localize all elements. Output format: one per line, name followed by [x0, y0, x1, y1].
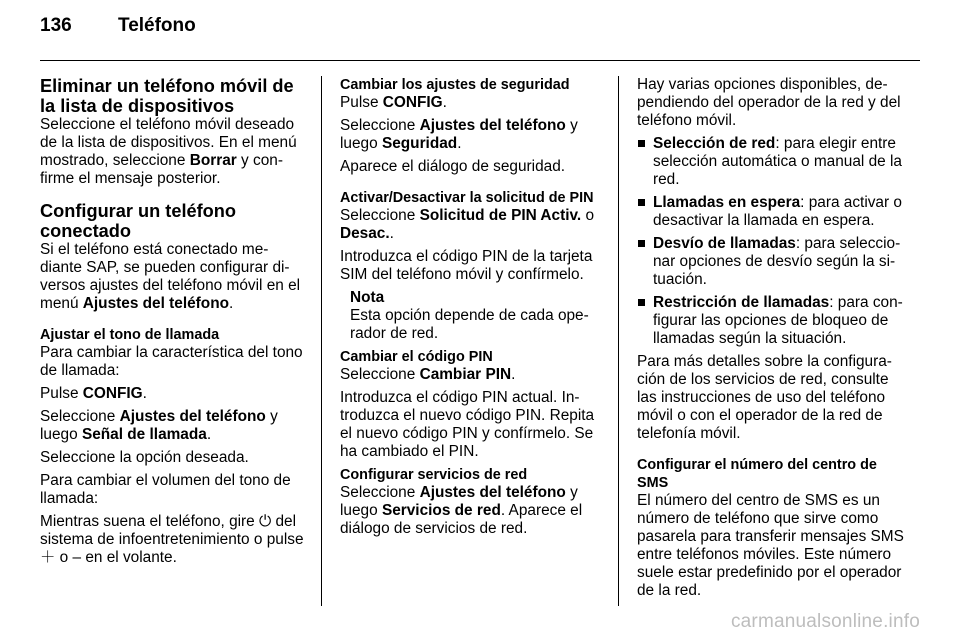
column-divider-2 [618, 76, 619, 606]
paragraph-more-details: Para más detalles sobre la configura-ción de los servicios de red, consulte las instrucciones de uso del teléfono móvil o con el operador de la red de telefonía móvil. [637, 353, 892, 442]
chapter-title: Teléfono [118, 15, 196, 36]
bullet-square-icon [638, 140, 645, 147]
paragraph-ringtone-4: Seleccione la opción deseada. [40, 449, 249, 466]
subsection-title-ringtone: Ajustar el tono de llamada [40, 327, 220, 343]
bullet-square-icon [638, 299, 645, 306]
subsection-title-network-services: Configurar servicios de red [340, 467, 528, 483]
note-text: Esta opción depende de cada ope-rador de red. [350, 307, 589, 342]
list-item: Restricción de llamadas: para con-figurar las opciones de bloqueo de llamadas según la situación. [637, 294, 905, 348]
header-rule [40, 60, 920, 61]
paragraph-network-services: Seleccione Ajustes del teléfono y luego Servicios de red. Aparece el diálogo de servicios de red. [340, 484, 583, 537]
paragraph-ringtone-2: Pulse CONFIG. [40, 385, 147, 402]
section-title-delete-phone: Eliminar un teléfono móvil de la lista de dispositivos [40, 76, 294, 116]
list-item: Selección de red: para elegir entre selección automática o manual de la red. [637, 135, 905, 189]
list-item: Desvío de llamadas: para seleccio-nar opciones de desvío según la si-tuación. [637, 235, 905, 289]
paragraph-pin-2: Introduzca el código PIN de la tarjeta SIM del teléfono móvil y confírmelo. [340, 248, 593, 283]
watermark-text: carmanualsonline.info [730, 611, 920, 632]
page-number: 136 [40, 15, 72, 36]
subsection-title-security: Cambiar los ajustes de seguridad [340, 77, 570, 93]
paragraph-pin-1: Seleccione Solicitud de PIN Activ. o Desac.. [340, 207, 595, 242]
paragraph-ringtone-3: Seleccione Ajustes del teléfono y luego Señal de llamada. [40, 408, 278, 443]
subsection-title-change-pin: Cambiar el código PIN [340, 349, 493, 365]
subsection-title-sms-center: Configurar el número del centro de SMS [637, 457, 877, 491]
column-3 [637, 76, 905, 605]
column-divider-1 [321, 76, 322, 606]
list-item: Llamadas en espera: para activar o desactivar la llamada en espera. [637, 194, 905, 230]
section-title-configure-phone: Configurar un teléfono conectado [40, 201, 237, 241]
paragraph-ringtone-1: Para cambiar la característica del tono de llamada: [40, 344, 303, 379]
paragraph-ringtone-5: Para cambiar el volumen del tono de llamada: [40, 472, 291, 507]
column-1 [40, 76, 308, 572]
paragraph-options-intro: Hay varias opciones disponibles, de-pendiendo del operador de la red y del teléfono móvil. [637, 76, 901, 129]
paragraph-security-1: Pulse CONFIG. [340, 94, 447, 111]
paragraph-configure-phone: Si el teléfono está conectado me-diante SAP, se pueden configurar di-versos ajustes del teléfono móvil en el menú Ajustes del teléfono. [40, 241, 301, 312]
note-box [340, 289, 608, 343]
bullet-square-icon [638, 199, 645, 206]
bullet-square-icon [638, 240, 645, 247]
paragraph-security-3: Aparece el diálogo de seguridad. [340, 158, 566, 175]
paragraph-ringtone-6: Mientras suena el teléfono, gire ⏻ del sistema de infoentretenimiento o pulse ＋ o – en el volante. [40, 513, 304, 566]
paragraph-security-2: Seleccione Ajustes del teléfono y luego Seguridad. [340, 117, 578, 152]
paragraph-change-pin-1: Seleccione Cambiar PIN. [340, 366, 516, 383]
note-title: Nota [350, 289, 385, 306]
paragraph-delete-phone: Seleccione el teléfono móvil deseado de la lista de dispositivos. En el menú mostrado, seleccione Borrar y con-firme el mensaje posterior. [40, 116, 297, 187]
column-2 [340, 76, 608, 543]
paragraph-change-pin-2: Introduzca el código PIN actual. In-troduzca el nuevo código PIN. Repita el nuevo código PIN y confírmelo. Se ha cambiado el PIN. [340, 389, 595, 460]
paragraph-sms-center: El número del centro de SMS es un número de teléfono que sirve como pasarela para transferir mensajes SMS entre teléfonos móviles. Este número suele estar predefinido por el operador de la red. [637, 492, 904, 599]
subsection-title-pin-request: Activar/Desactivar la solicitud de PIN [340, 190, 594, 206]
